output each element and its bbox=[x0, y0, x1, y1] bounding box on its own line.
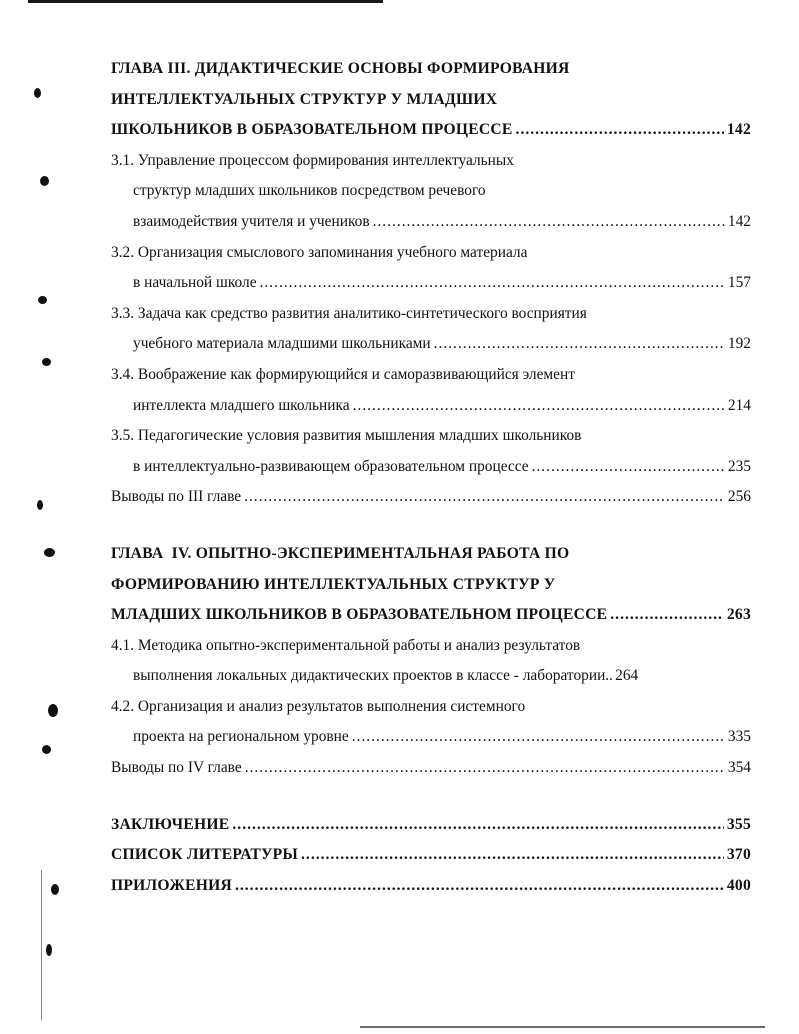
page-number: 335 bbox=[727, 728, 751, 746]
toc-entry-conclusion: ЗАКЛЮЧЕНИЕ ..... 355 bbox=[111, 810, 751, 841]
toc-entry: 4.2. Организация и анализ результатов выполнения системного bbox=[111, 697, 526, 715]
page-number: 214 bbox=[727, 396, 751, 414]
chapter-heading: ФОРМИРОВАНИЮ ИНТЕЛЛЕКТУАЛЬНЫХ СТРУКТУР У bbox=[111, 575, 556, 593]
page-number: 157 bbox=[727, 274, 751, 292]
hole-punch-mark bbox=[42, 358, 51, 366]
hole-punch-mark bbox=[34, 88, 41, 98]
hole-punch-mark bbox=[48, 704, 58, 717]
page-number: 400 bbox=[726, 876, 751, 894]
hole-punch-mark bbox=[40, 176, 49, 186]
toc-entry: 3.2. Организация смыслового запоминания учебного материала bbox=[111, 243, 528, 261]
toc-entry: 3.5. Педагогические условия развития мышления младших школьников bbox=[111, 427, 582, 445]
page-number: 354 bbox=[727, 759, 751, 777]
toc-entry: 3.4. Воображение как формирующийся и саморазвивающийся элемент bbox=[111, 365, 575, 383]
hole-punch-mark bbox=[42, 745, 51, 754]
toc-entry: учебного материала младшими школьниками ..... 192 bbox=[111, 329, 751, 360]
toc-entry-appendices: ПРИЛОЖЕНИЯ ..... 400 bbox=[111, 871, 751, 902]
toc-entry: в интеллектуально-развивающем образовательном процессе ..... 235 bbox=[111, 452, 751, 483]
dot-leader bbox=[353, 391, 725, 422]
page-number: 355 bbox=[726, 815, 751, 833]
dot-leader bbox=[532, 452, 725, 483]
page-number: 264 bbox=[615, 667, 639, 685]
page-number: 256 bbox=[727, 488, 751, 506]
toc-entry: 3.1. Управление процессом формирования интеллектуальных bbox=[111, 151, 514, 169]
hole-punch-mark bbox=[46, 944, 52, 956]
dot-leader bbox=[352, 722, 725, 753]
chapter-heading: ИНТЕЛЛЕКТУАЛЬНЫХ СТРУКТУР У МЛАДШИХ bbox=[111, 90, 498, 108]
page-number: 192 bbox=[727, 335, 751, 353]
margin-rule bbox=[41, 870, 42, 1020]
toc-entry: выполнения локальных дидактических проектов в классе - лаборатории. ..... 264 bbox=[111, 661, 751, 692]
page-number: 142 bbox=[726, 121, 751, 139]
toc-entry: структур младших школьников посредством речевого bbox=[133, 182, 486, 200]
page-number: 235 bbox=[727, 457, 751, 475]
toc-entry-bibliography: СПИСОК ЛИТЕРАТУРЫ ..... 370 bbox=[111, 840, 751, 871]
chapter-heading: ГЛАВА III. ДИДАКТИЧЕСКИЕ ОСНОВЫ ФОРМИРОВАНИЯ bbox=[111, 60, 570, 77]
page-number: 370 bbox=[726, 846, 751, 864]
toc-entry-conclusions: Выводы по III главе ..... 256 bbox=[111, 482, 751, 513]
dot-leader bbox=[516, 115, 724, 146]
dot-leader bbox=[610, 600, 724, 631]
scan-edge-top bbox=[28, 0, 383, 3]
dot-leader bbox=[235, 871, 724, 902]
hole-punch-mark bbox=[44, 548, 55, 557]
scan-edge-bottom bbox=[360, 1026, 765, 1028]
dot-leader bbox=[232, 810, 723, 841]
dot-leader bbox=[260, 268, 725, 299]
toc-entry: проекта на региональном уровне ..... 335 bbox=[111, 722, 751, 753]
table-of-contents bbox=[111, 54, 751, 901]
toc-entry: 3.3. Задача как средство развития аналитико-синтетического восприятия bbox=[111, 304, 587, 322]
page-number: 142 bbox=[727, 212, 751, 230]
page-number: 263 bbox=[726, 606, 751, 624]
hole-punch-mark bbox=[37, 500, 43, 510]
dot-leader bbox=[244, 482, 725, 513]
toc-entry: в начальной школе ..... 157 bbox=[111, 268, 751, 299]
chapter-heading: ШКОЛЬНИКОВ В ОБРАЗОВАТЕЛЬНОМ ПРОЦЕССЕ ..... 142 bbox=[111, 115, 751, 146]
hole-punch-mark bbox=[38, 296, 47, 304]
dot-leader bbox=[245, 753, 725, 784]
chapter-heading: ГЛАВА IV. ОПЫТНО-ЭКСПЕРИМЕНТАЛЬНАЯ РАБОТА ПО bbox=[111, 544, 570, 562]
chapter-heading: МЛАДШИХ ШКОЛЬНИКОВ В ОБРАЗОВАТЕЛЬНОМ ПРОЦЕССЕ ..... 263 bbox=[111, 600, 751, 631]
dot-leader bbox=[373, 207, 725, 238]
toc-entry: взаимодействия учителя и учеников ..... 142 bbox=[111, 207, 751, 238]
toc-entry-conclusions: Выводы по IV главе ..... 354 bbox=[111, 753, 751, 784]
hole-punch-mark bbox=[51, 884, 59, 895]
toc-entry: 4.1. Методика опытно-экспериментальной работы и анализ результатов bbox=[111, 636, 581, 654]
dot-leader bbox=[301, 840, 724, 871]
dot-leader bbox=[434, 329, 725, 360]
toc-entry: интеллекта младшего школьника ..... 214 bbox=[111, 391, 751, 422]
